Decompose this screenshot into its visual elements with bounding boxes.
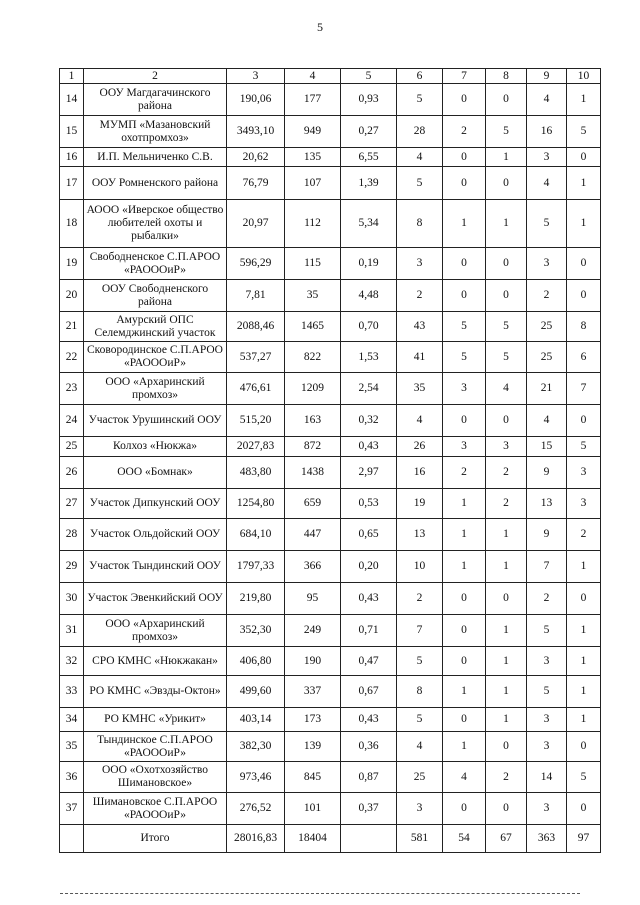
- cell-col-6: 7: [397, 615, 443, 647]
- cell-col-10: 1: [567, 84, 601, 116]
- cell-col-3: 20,62: [227, 148, 285, 167]
- cell-col-4: 822: [285, 342, 341, 373]
- table-row: [60, 167, 601, 200]
- cell-name: ООУ Свободненского района: [84, 280, 227, 312]
- cell-col-1: 26: [60, 457, 84, 489]
- table-row: [60, 489, 601, 519]
- cell-col-7: 3: [443, 373, 486, 405]
- cell-col-4: 163: [285, 405, 341, 437]
- cell-col-9: 5: [527, 676, 567, 708]
- cell-col-1: 1: [60, 69, 84, 84]
- cell-col-6: 581: [397, 825, 443, 853]
- cell-col-1: 14: [60, 84, 84, 116]
- cell-col-7: 1: [443, 732, 486, 762]
- cell-col-5: 0,36: [341, 732, 397, 762]
- cell-col-8: 1: [486, 615, 527, 647]
- cell-name: Свободненское С.П.АРОО «РАОООиР»: [84, 248, 227, 280]
- cell-name: И.П. Мельниченко С.В.: [84, 148, 227, 167]
- cell-col-3: 28016,83: [227, 825, 285, 853]
- cell-name: Амурский ОПС Селемджинский участок: [84, 312, 227, 342]
- cell-col-1: 29: [60, 551, 84, 583]
- table-row: [60, 793, 601, 825]
- cell-col-7: 54: [443, 825, 486, 853]
- cell-col-3: 1797,33: [227, 551, 285, 583]
- cell-col-9: 7: [527, 551, 567, 583]
- cell-col-7: 2: [443, 116, 486, 148]
- cell-col-5: 2,97: [341, 457, 397, 489]
- cell-col-7: 0: [443, 84, 486, 116]
- cell-col-9: 363: [527, 825, 567, 853]
- header-row: [60, 69, 601, 84]
- cell-col-1: 15: [60, 116, 84, 148]
- footer-divider: [60, 893, 580, 894]
- cell-col-10: 10: [567, 69, 601, 84]
- cell-col-4: 249: [285, 615, 341, 647]
- cell-col-10: 5: [567, 762, 601, 793]
- cell-name: АООО «Иверское общество любителей охоты и рыбалки»: [84, 200, 227, 248]
- table-row: [60, 457, 601, 489]
- cell-col-3: 219,80: [227, 583, 285, 615]
- cell-col-3: 483,80: [227, 457, 285, 489]
- cell-col-9: 13: [527, 489, 567, 519]
- cell-col-9: 3: [527, 708, 567, 732]
- cell-col-1: 24: [60, 405, 84, 437]
- cell-col-7: 5: [443, 312, 486, 342]
- cell-col-7: 0: [443, 708, 486, 732]
- table-row: [60, 200, 601, 248]
- cell-name: ООУ Магдагачинского района: [84, 84, 227, 116]
- cell-name: Участок Дипкунский ООУ: [84, 489, 227, 519]
- cell-col-7: 5: [443, 342, 486, 373]
- cell-col-10: 1: [567, 647, 601, 676]
- cell-col-9: 9: [527, 457, 567, 489]
- cell-col-9: 9: [527, 69, 567, 84]
- cell-col-9: 3: [527, 148, 567, 167]
- cell-col-4: 366: [285, 551, 341, 583]
- cell-col-5: 0,20: [341, 551, 397, 583]
- cell-col-4: 107: [285, 167, 341, 200]
- cell-name: РО КМНС «Эвзды-Октон»: [84, 676, 227, 708]
- cell-col-9: 4: [527, 84, 567, 116]
- cell-col-9: 3: [527, 793, 567, 825]
- total-row: [60, 825, 601, 853]
- cell-col-5: 2,54: [341, 373, 397, 405]
- table-row: [60, 519, 601, 551]
- cell-col-3: 20,97: [227, 200, 285, 248]
- cell-col-4: 135: [285, 148, 341, 167]
- cell-col-6: 2: [397, 583, 443, 615]
- cell-col-3: 2088,46: [227, 312, 285, 342]
- cell-name: Шимановское С.П.АРОО «РАОООиР»: [84, 793, 227, 825]
- cell-col-8: 0: [486, 248, 527, 280]
- cell-name: Тындинское С.П.АРОО «РАОООиР»: [84, 732, 227, 762]
- cell-col-10: 7: [567, 373, 601, 405]
- cell-col-8: 0: [486, 732, 527, 762]
- cell-col-3: 2027,83: [227, 437, 285, 457]
- cell-col-6: 5: [397, 167, 443, 200]
- cell-col-7: 1: [443, 551, 486, 583]
- cell-col-6: 25: [397, 762, 443, 793]
- cell-col-3: 1254,80: [227, 489, 285, 519]
- cell-col-8: 67: [486, 825, 527, 853]
- cell-name: Участок Тындинский ООУ: [84, 551, 227, 583]
- cell-col-9: 2: [527, 583, 567, 615]
- cell-col-1: 36: [60, 762, 84, 793]
- cell-col-1: 27: [60, 489, 84, 519]
- cell-col-8: 0: [486, 167, 527, 200]
- cell-col-10: 2: [567, 519, 601, 551]
- cell-col-9: 3: [527, 732, 567, 762]
- cell-col-8: 2: [486, 457, 527, 489]
- cell-col-10: 6: [567, 342, 601, 373]
- cell-col-5: 0,43: [341, 708, 397, 732]
- cell-col-5: 0,71: [341, 615, 397, 647]
- cell-col-1: 19: [60, 248, 84, 280]
- cell-col-4: 139: [285, 732, 341, 762]
- cell-col-3: 276,52: [227, 793, 285, 825]
- table-row: [60, 342, 601, 373]
- cell-col-7: 1: [443, 676, 486, 708]
- cell-col-3: 537,27: [227, 342, 285, 373]
- cell-col-5: [341, 825, 397, 853]
- table-row: [60, 148, 601, 167]
- cell-col-6: 8: [397, 676, 443, 708]
- cell-name: 2: [84, 69, 227, 84]
- cell-col-9: 5: [527, 615, 567, 647]
- cell-col-9: 9: [527, 519, 567, 551]
- cell-col-5: 0,32: [341, 405, 397, 437]
- cell-col-8: 1: [486, 647, 527, 676]
- cell-col-7: 0: [443, 793, 486, 825]
- cell-col-5: 0,87: [341, 762, 397, 793]
- cell-col-7: 0: [443, 647, 486, 676]
- table-row: [60, 708, 601, 732]
- cell-col-1: [60, 825, 84, 853]
- cell-col-3: 382,30: [227, 732, 285, 762]
- cell-col-1: 21: [60, 312, 84, 342]
- cell-col-7: 0: [443, 148, 486, 167]
- cell-col-10: 3: [567, 489, 601, 519]
- cell-col-5: 0,47: [341, 647, 397, 676]
- cell-col-3: 515,20: [227, 405, 285, 437]
- cell-name: Участок Урушинский ООУ: [84, 405, 227, 437]
- cell-col-3: 3493,10: [227, 116, 285, 148]
- cell-col-7: 1: [443, 519, 486, 551]
- cell-col-3: 684,10: [227, 519, 285, 551]
- table-row: [60, 116, 601, 148]
- table-row: [60, 373, 601, 405]
- cell-col-4: 1438: [285, 457, 341, 489]
- cell-col-6: 4: [397, 148, 443, 167]
- cell-col-6: 3: [397, 248, 443, 280]
- cell-col-6: 5: [397, 647, 443, 676]
- cell-col-8: 3: [486, 437, 527, 457]
- cell-col-5: 0,27: [341, 116, 397, 148]
- table-row: [60, 647, 601, 676]
- cell-col-4: 101: [285, 793, 341, 825]
- cell-col-6: 28: [397, 116, 443, 148]
- cell-col-9: 3: [527, 248, 567, 280]
- cell-col-4: 35: [285, 280, 341, 312]
- cell-col-8: 1: [486, 551, 527, 583]
- cell-col-3: 190,06: [227, 84, 285, 116]
- cell-col-10: 1: [567, 708, 601, 732]
- cell-name: Участок Эвенкийский ООУ: [84, 583, 227, 615]
- cell-col-6: 26: [397, 437, 443, 457]
- cell-col-7: 0: [443, 583, 486, 615]
- cell-col-5: 0,70: [341, 312, 397, 342]
- cell-col-4: 872: [285, 437, 341, 457]
- cell-col-1: 22: [60, 342, 84, 373]
- cell-col-1: 17: [60, 167, 84, 200]
- page-number: 5: [317, 20, 323, 34]
- cell-col-1: 20: [60, 280, 84, 312]
- cell-name: РО КМНС «Урикит»: [84, 708, 227, 732]
- cell-col-10: 5: [567, 437, 601, 457]
- cell-col-6: 43: [397, 312, 443, 342]
- cell-col-6: 2: [397, 280, 443, 312]
- cell-col-6: 5: [397, 708, 443, 732]
- cell-name: ООО «Бомнак»: [84, 457, 227, 489]
- cell-col-6: 5: [397, 84, 443, 116]
- cell-name: ООУ Ромненского района: [84, 167, 227, 200]
- cell-col-1: 34: [60, 708, 84, 732]
- cell-col-7: 2: [443, 457, 486, 489]
- cell-col-4: 18404: [285, 825, 341, 853]
- cell-col-3: 3: [227, 69, 285, 84]
- cell-col-5: 0,43: [341, 583, 397, 615]
- cell-col-8: 5: [486, 312, 527, 342]
- cell-col-4: 1465: [285, 312, 341, 342]
- cell-col-3: 403,14: [227, 708, 285, 732]
- table-row: [60, 312, 601, 342]
- cell-col-9: 15: [527, 437, 567, 457]
- cell-col-10: 0: [567, 405, 601, 437]
- cell-col-8: 1: [486, 708, 527, 732]
- cell-col-4: 659: [285, 489, 341, 519]
- cell-col-1: 37: [60, 793, 84, 825]
- table-row: [60, 437, 601, 457]
- cell-name: СРО КМНС «Нюкжакан»: [84, 647, 227, 676]
- cell-col-1: 33: [60, 676, 84, 708]
- cell-col-4: 447: [285, 519, 341, 551]
- cell-col-8: 1: [486, 676, 527, 708]
- cell-col-7: 0: [443, 248, 486, 280]
- cell-col-5: 5,34: [341, 200, 397, 248]
- cell-col-1: 16: [60, 148, 84, 167]
- table-row: [60, 248, 601, 280]
- cell-col-10: 1: [567, 676, 601, 708]
- cell-col-7: 1: [443, 200, 486, 248]
- cell-name: ООО «Архаринский промхоз»: [84, 373, 227, 405]
- hunting-grounds-table: [59, 68, 601, 853]
- table-row: [60, 280, 601, 312]
- cell-col-6: 4: [397, 732, 443, 762]
- cell-col-7: 1: [443, 489, 486, 519]
- cell-col-5: 5: [341, 69, 397, 84]
- cell-col-8: 2: [486, 489, 527, 519]
- cell-col-6: 19: [397, 489, 443, 519]
- table-row: [60, 551, 601, 583]
- cell-col-5: 6,55: [341, 148, 397, 167]
- table-row: [60, 762, 601, 793]
- cell-col-4: 845: [285, 762, 341, 793]
- cell-col-3: 973,46: [227, 762, 285, 793]
- cell-col-10: 1: [567, 615, 601, 647]
- cell-col-8: 5: [486, 342, 527, 373]
- cell-col-8: 5: [486, 116, 527, 148]
- cell-col-9: 4: [527, 167, 567, 200]
- table-row: [60, 676, 601, 708]
- cell-col-9: 4: [527, 405, 567, 437]
- cell-col-8: 1: [486, 148, 527, 167]
- cell-col-4: 177: [285, 84, 341, 116]
- table-row: [60, 84, 601, 116]
- cell-col-8: 4: [486, 373, 527, 405]
- cell-col-8: 0: [486, 280, 527, 312]
- cell-col-4: 4: [285, 69, 341, 84]
- cell-col-4: 190: [285, 647, 341, 676]
- cell-col-6: 10: [397, 551, 443, 583]
- cell-col-3: 596,29: [227, 248, 285, 280]
- cell-col-10: 0: [567, 248, 601, 280]
- cell-col-6: 3: [397, 793, 443, 825]
- cell-name: Участок Ольдойский ООУ: [84, 519, 227, 551]
- cell-col-1: 31: [60, 615, 84, 647]
- cell-col-9: 25: [527, 342, 567, 373]
- table-row: [60, 615, 601, 647]
- cell-col-3: 7,81: [227, 280, 285, 312]
- cell-col-8: 0: [486, 793, 527, 825]
- cell-col-6: 4: [397, 405, 443, 437]
- cell-col-7: 4: [443, 762, 486, 793]
- cell-col-7: 0: [443, 615, 486, 647]
- cell-col-1: 35: [60, 732, 84, 762]
- cell-col-9: 2: [527, 280, 567, 312]
- cell-col-4: 173: [285, 708, 341, 732]
- cell-name: Итого: [84, 825, 227, 853]
- cell-col-8: 2: [486, 762, 527, 793]
- cell-col-9: 16: [527, 116, 567, 148]
- cell-col-1: 25: [60, 437, 84, 457]
- cell-col-5: 4,48: [341, 280, 397, 312]
- cell-col-8: 1: [486, 519, 527, 551]
- cell-col-10: 1: [567, 551, 601, 583]
- cell-col-5: 0,53: [341, 489, 397, 519]
- cell-col-5: 0,67: [341, 676, 397, 708]
- cell-col-5: 0,65: [341, 519, 397, 551]
- cell-col-3: 76,79: [227, 167, 285, 200]
- cell-col-10: 3: [567, 457, 601, 489]
- cell-name: Сковородинское С.П.АРОО «РАОООиР»: [84, 342, 227, 373]
- cell-col-1: 28: [60, 519, 84, 551]
- cell-col-4: 95: [285, 583, 341, 615]
- cell-col-1: 18: [60, 200, 84, 248]
- cell-col-6: 8: [397, 200, 443, 248]
- table-row: [60, 405, 601, 437]
- cell-col-9: 5: [527, 200, 567, 248]
- cell-col-10: 0: [567, 793, 601, 825]
- table-body: [60, 69, 601, 853]
- cell-col-8: 0: [486, 583, 527, 615]
- cell-col-10: 1: [567, 167, 601, 200]
- cell-col-5: 0,43: [341, 437, 397, 457]
- cell-col-6: 16: [397, 457, 443, 489]
- cell-col-10: 97: [567, 825, 601, 853]
- cell-col-8: 8: [486, 69, 527, 84]
- cell-col-3: 476,61: [227, 373, 285, 405]
- cell-col-1: 23: [60, 373, 84, 405]
- cell-col-6: 6: [397, 69, 443, 84]
- cell-col-8: 0: [486, 84, 527, 116]
- cell-col-9: 3: [527, 647, 567, 676]
- cell-col-10: 5: [567, 116, 601, 148]
- cell-col-9: 21: [527, 373, 567, 405]
- cell-col-9: 14: [527, 762, 567, 793]
- cell-col-9: 25: [527, 312, 567, 342]
- cell-col-10: 0: [567, 148, 601, 167]
- cell-col-10: 0: [567, 583, 601, 615]
- cell-col-7: 0: [443, 405, 486, 437]
- cell-col-3: 352,30: [227, 615, 285, 647]
- cell-col-10: 0: [567, 280, 601, 312]
- cell-col-3: 499,60: [227, 676, 285, 708]
- cell-col-6: 35: [397, 373, 443, 405]
- cell-col-5: 1,39: [341, 167, 397, 200]
- cell-col-10: 1: [567, 200, 601, 248]
- cell-col-7: 3: [443, 437, 486, 457]
- cell-col-5: 0,19: [341, 248, 397, 280]
- cell-name: МУМП «Мазановский охотпромхоз»: [84, 116, 227, 148]
- cell-col-7: 0: [443, 167, 486, 200]
- cell-col-1: 30: [60, 583, 84, 615]
- cell-col-7: 7: [443, 69, 486, 84]
- cell-name: ООО «Охотхозяйство Шимановское»: [84, 762, 227, 793]
- cell-col-4: 112: [285, 200, 341, 248]
- table-row: [60, 583, 601, 615]
- cell-col-10: 0: [567, 732, 601, 762]
- cell-name: Колхоз «Нюкжа»: [84, 437, 227, 457]
- cell-col-4: 115: [285, 248, 341, 280]
- cell-col-6: 41: [397, 342, 443, 373]
- cell-col-10: 8: [567, 312, 601, 342]
- cell-col-8: 0: [486, 405, 527, 437]
- cell-col-3: 406,80: [227, 647, 285, 676]
- cell-col-4: 337: [285, 676, 341, 708]
- cell-col-7: 0: [443, 280, 486, 312]
- cell-col-5: 1,53: [341, 342, 397, 373]
- cell-col-5: 0,93: [341, 84, 397, 116]
- cell-col-6: 13: [397, 519, 443, 551]
- cell-col-5: 0,37: [341, 793, 397, 825]
- cell-col-4: 1209: [285, 373, 341, 405]
- cell-col-1: 32: [60, 647, 84, 676]
- cell-name: ООО «Архаринский промхоз»: [84, 615, 227, 647]
- table-row: [60, 732, 601, 762]
- cell-col-8: 1: [486, 200, 527, 248]
- cell-col-4: 949: [285, 116, 341, 148]
